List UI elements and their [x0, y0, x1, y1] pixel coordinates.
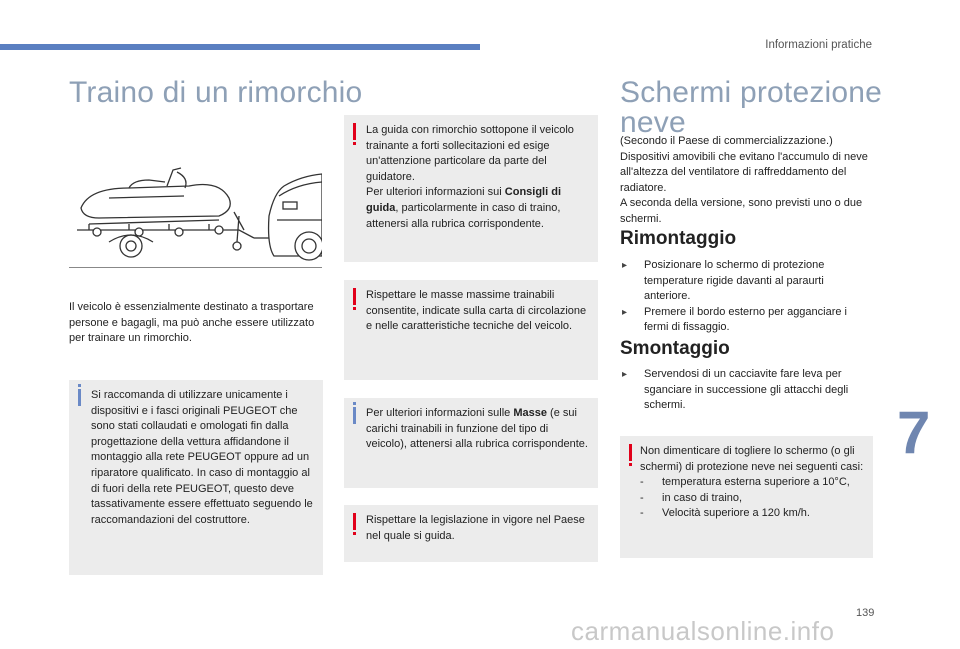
warning-intro: Non dimenticare di togliere lo schermo (o gli schermi) di protezione neve nei seguenti casi:	[640, 445, 864, 473]
info-text-post: (e sui carichi trainabili in funzione del tipo di veicolo), attenersi alla rubrica corrispondente.	[366, 407, 588, 451]
bullet-icon: ▸	[622, 306, 628, 318]
heading-removal: Smontaggio	[620, 338, 730, 359]
remove-item-1: Servendosi di un cacciavite fare leva per sganciare in successione gli attacchi degli schermi.	[644, 368, 849, 412]
info-box-text: Si raccomanda di utilizzare unicamente i dispositivi e i fasci originali PEUGEOT che sono stati collaudati e omologati fin dalla progettazione della vettura affidandone il montaggio alla rete PEUGEOT oppure ad un riparatore qualificato. In caso di montaggio al di fuori della rete PEUGEOT, questo deve tassativamente essere effettuato seguendo le raccomandazioni del costruttore.	[91, 389, 313, 526]
intro-versions: A seconda della versione, sono previsti uno o due schermi.	[620, 197, 863, 225]
warning-box-text	[366, 123, 590, 232]
warning-box-masses	[344, 280, 598, 380]
warning-box-text	[640, 444, 865, 522]
warning-box-text: Rispettare le masse massime trainabili consentite, indicate sulla carta di circolazione e nelle caratteristiche tecniche del veicolo.	[366, 289, 587, 333]
snow-screen-intro	[620, 134, 870, 228]
section-title: Informazioni pratiche	[765, 39, 872, 51]
info-box-genuine-parts	[69, 380, 323, 575]
illustration-baseline	[69, 267, 322, 268]
intro-description: Dispositivi amovibili che evitano l'accumulo di neve all'altezza del ventilatore di raffreddamento del radiatore.	[620, 150, 868, 194]
warning-box-legislation	[344, 505, 598, 562]
bullet-icon: ▸	[622, 369, 628, 380]
warning-icon	[353, 513, 356, 530]
dash-marker: -	[640, 491, 644, 504]
header-accent-bar	[0, 44, 480, 50]
warning-box-driving	[344, 115, 598, 262]
refit-item-2: Premere il bordo esterno per agganciare i fermi di fissaggio.	[644, 305, 848, 334]
page-number: 139	[856, 607, 875, 619]
warn-item-2: in caso di traino,	[662, 491, 743, 504]
info-box-masses	[344, 398, 598, 488]
warning-box-text: Rispettare la legislazione in vigore nel Paese nel quale si guida.	[366, 514, 585, 542]
watermark: carmanualsonline.info	[571, 616, 835, 646]
warning-icon	[629, 444, 632, 461]
dash-marker: -	[640, 507, 644, 520]
trailer-illustration	[69, 158, 322, 268]
info-icon	[353, 407, 356, 424]
page-title-snow-screens	[620, 78, 882, 138]
warning-icon	[353, 288, 356, 305]
list-item	[640, 506, 865, 522]
page-title-towing: Traino di un rimorchio	[69, 76, 363, 109]
title-line-1: Schermi protezione	[620, 76, 883, 109]
remove-list	[620, 367, 872, 414]
info-box-text	[366, 406, 590, 453]
towing-intro: Il veicolo è essenzialmente destinato a trasportare persone e bagagli, ma può anche essere utilizzato per trainare un rimorchio.	[69, 301, 315, 345]
refit-item-1: Posizionare lo schermo di protezione temperature rigide davanti al paraurti anteriore.	[644, 259, 825, 303]
list-item	[640, 491, 865, 507]
list-item	[620, 305, 872, 336]
list-item	[620, 258, 872, 305]
warning-icon	[353, 123, 356, 140]
title-line-2: neve	[620, 106, 686, 139]
info-icon	[78, 389, 81, 406]
heading-refitting: Rimontaggio	[620, 228, 737, 249]
warning-text-b-pre: Per ulteriori informazioni sui	[366, 186, 505, 199]
warning-text-a: La guida con rimorchio sottopone il veicolo trainante a forti sollecitazioni ed esige un'attenzione particolare da parte del guidatore.	[366, 124, 574, 183]
warn-item-3: Velocità superiore a 120 km/h.	[662, 507, 810, 520]
warning-text-b-post: , particolarmente in caso di traino, attenersi alla rubrica corrispondente.	[366, 201, 561, 230]
warning-text-b-bold: Consigli di guida	[366, 186, 562, 214]
info-text-pre: Per ulteriori informazioni sulle	[366, 407, 514, 419]
info-text-bold: Masse	[513, 407, 547, 419]
warn-item-1: temperatura esterna superiore a 10°C,	[662, 476, 850, 489]
list-item	[640, 475, 865, 491]
dash-marker: -	[640, 476, 644, 489]
intro-country: (Secondo il Paese di commercializzazione.)	[620, 135, 833, 147]
chapter-number: 7	[897, 399, 931, 466]
list-item	[620, 367, 872, 414]
refit-list	[620, 258, 872, 336]
bullet-icon: ▸	[622, 260, 628, 271]
warning-box-remove-screens	[620, 436, 873, 558]
